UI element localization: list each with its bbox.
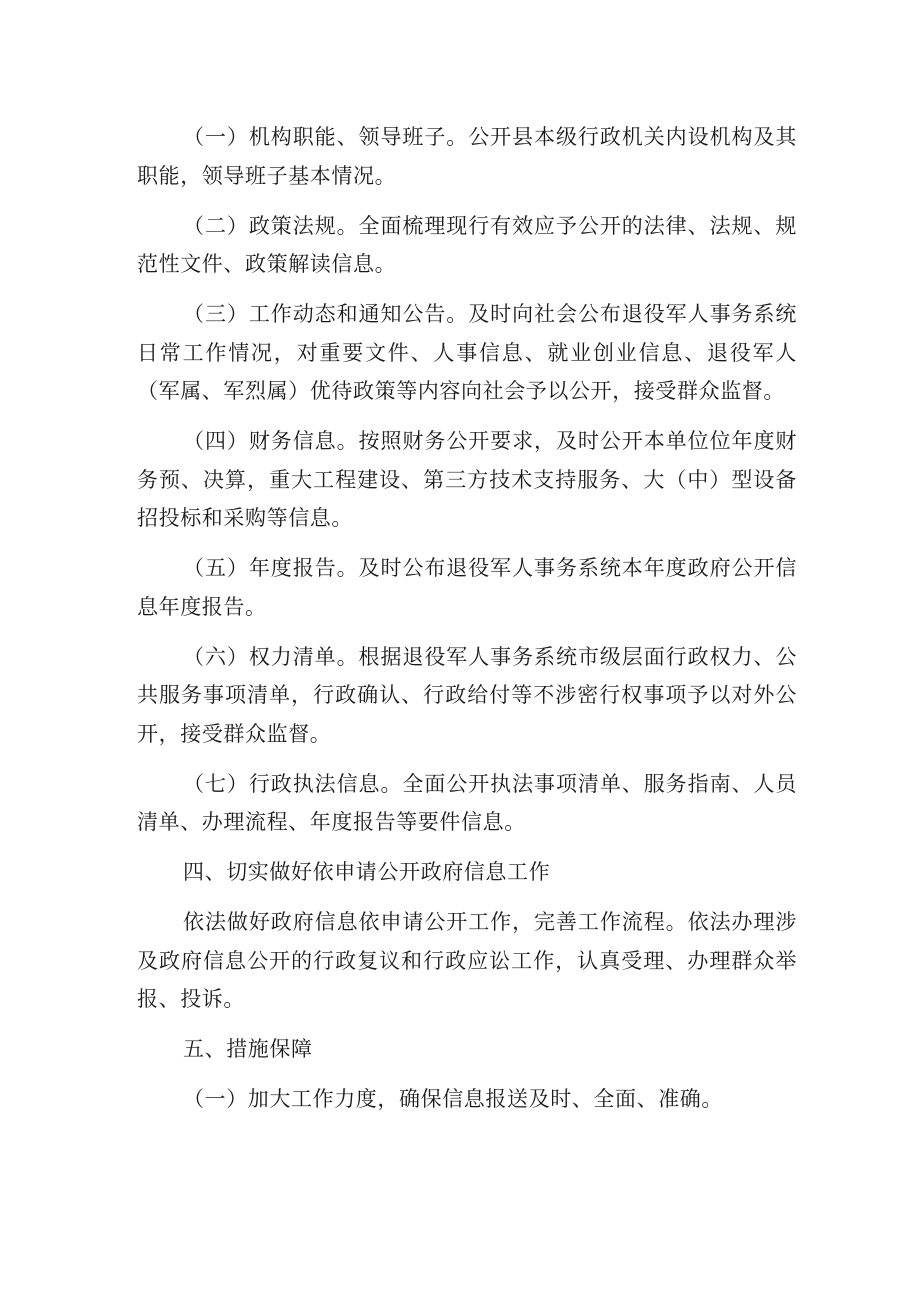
paragraph-org-functions: （一）机构职能、领导班子。公开县本级行政机关内设机构及其职能，领导班子基本情况。 — [137, 125, 797, 188]
paragraph-finance-info: （四）财务信息。按照财务公开要求，及时公开本单位位年度财务预、决算，重大工程建设、第三方技术支持服务、大（中）型设备招投标和采购等信息。 — [137, 429, 797, 530]
paragraph-power-list: （六）权力清单。根据退役军人事务系统市级层面行政权力、公共服务事项清单，行政确认、行政给付等不涉密行权事项予以对外公开，接受群众监督。 — [137, 644, 797, 746]
section-heading-application-disclosure: 四、切实做好依申请公开政府信息工作 — [183, 860, 551, 884]
paragraph-annual-report: （五）年度报告。及时公布退役军人事务系统本年度政府公开信息年度报告。 — [137, 556, 797, 619]
paragraph-application-disclosure: 依法做好政府信息依申请公开工作，完善工作流程。依法办理涉及政府信息公开的行政复议和行政应讼工作，认真受理、办理群众举报、投诉。 — [137, 910, 797, 1011]
section-heading-measures: 五、措施保障 — [183, 1037, 313, 1061]
paragraph-enforcement-info: （七）行政执法信息。全面公开执法事项清单、服务指南、人员清单、办理流程、年度报告等要件信息。 — [137, 771, 797, 834]
paragraph-measure-one: （一）加大工作力度，确保信息报送及时、全面、准确。 — [183, 1087, 723, 1111]
paragraph-policies: （二）政策法规。全面梳理现行有效应予公开的法律、法规、规范性文件、政策解读信息。 — [137, 213, 797, 276]
document-body — [137, 118, 797, 1130]
paragraph-work-updates: （三）工作动态和通知公告。及时向社会公布退役军人事务系统日常工作情况，对重要文件、人事信息、就业创业信息、退役军人（军属、军烈属）优待政策等内容向社会予以公开，接受群众监督。 — [137, 302, 797, 403]
